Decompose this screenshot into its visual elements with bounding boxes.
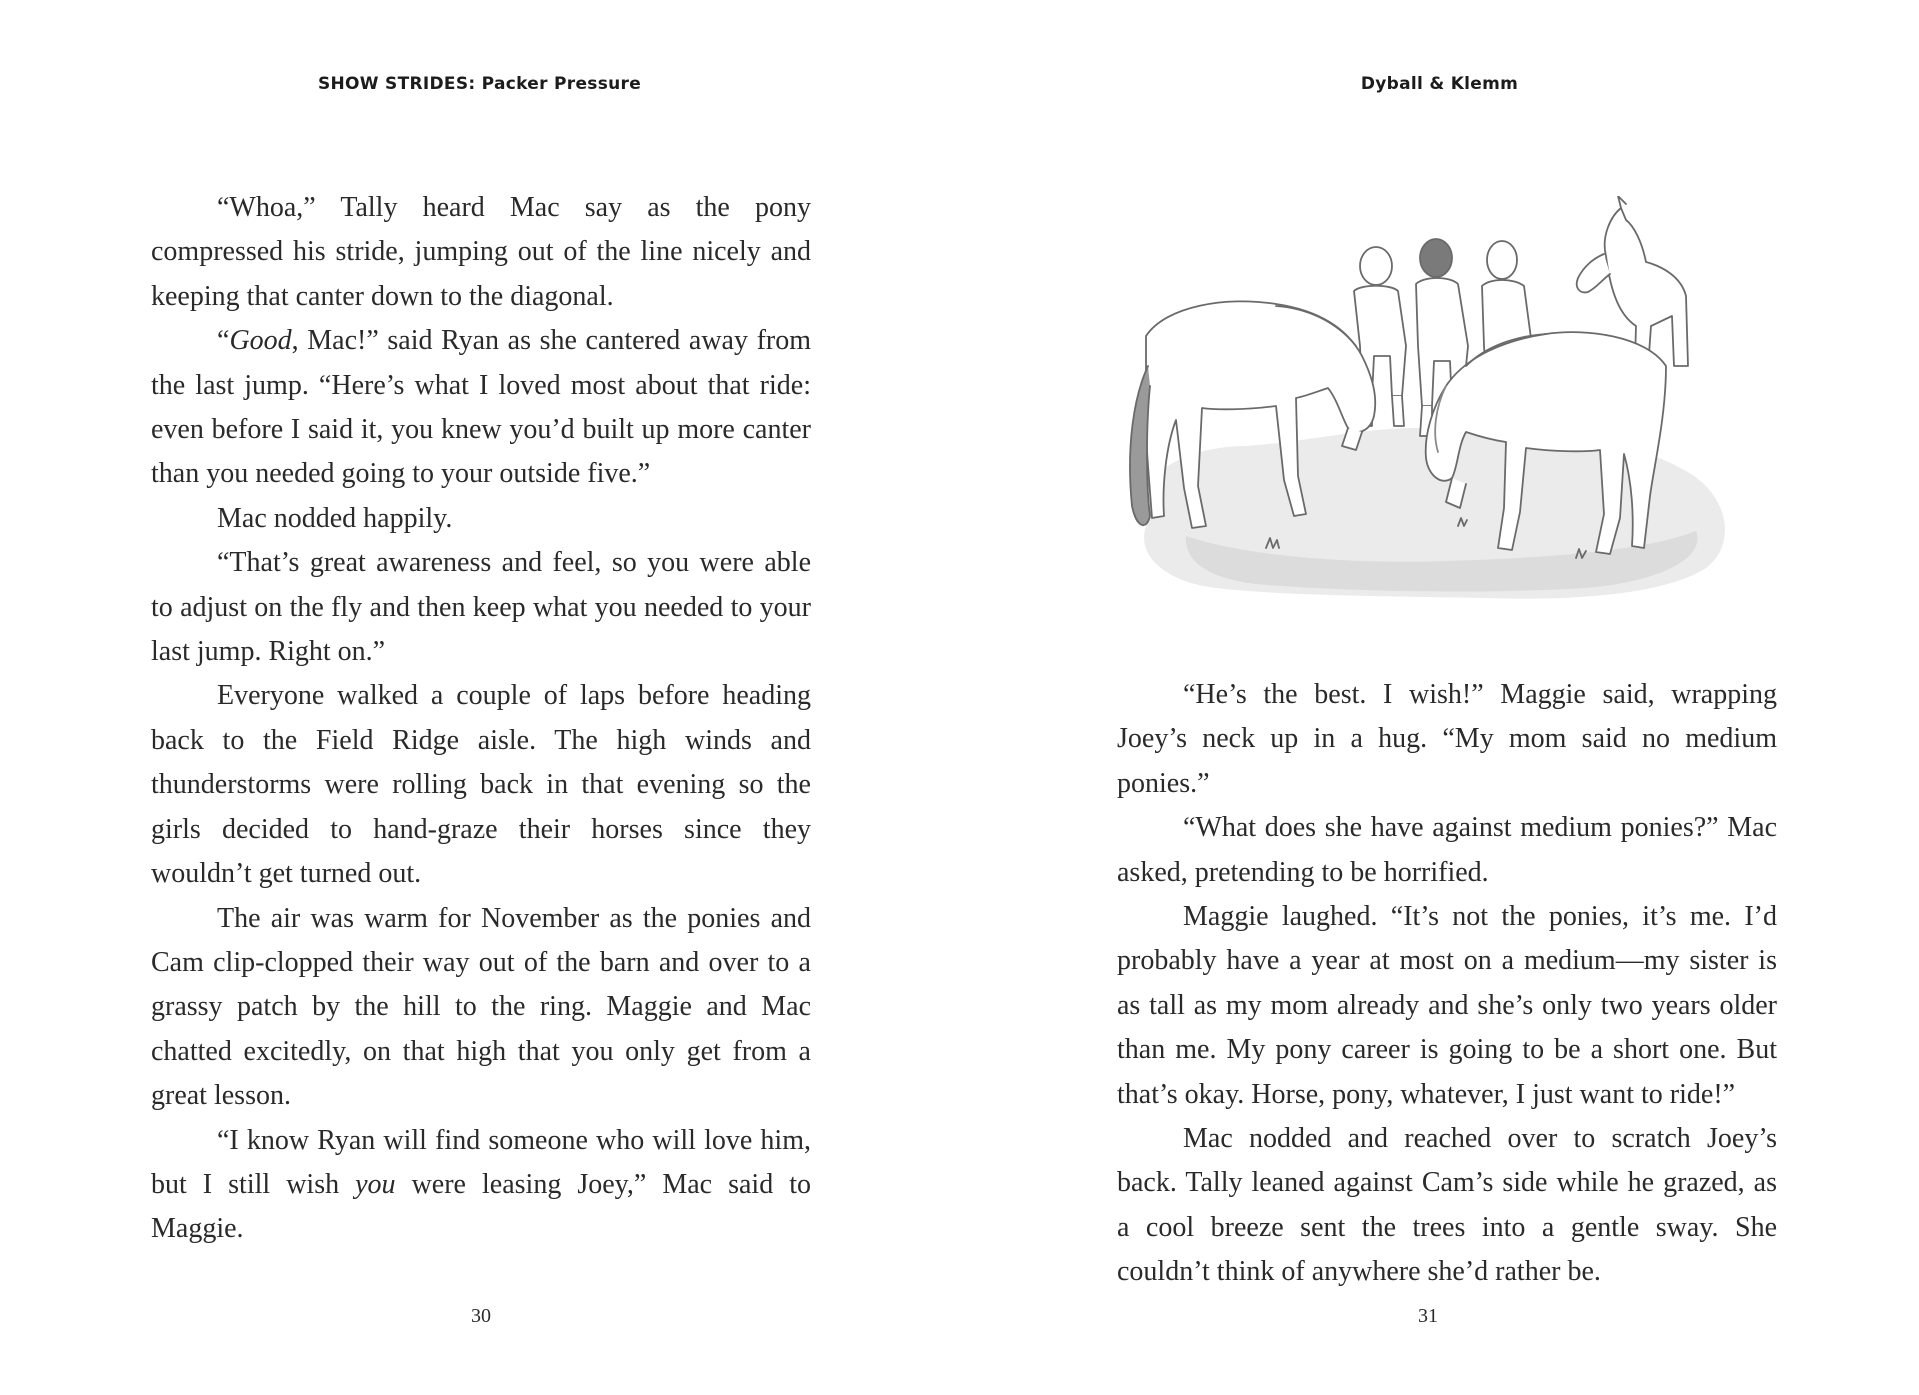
paragraph (151, 497, 811, 541)
left-page-text (151, 186, 811, 1252)
horses-illustration (1106, 196, 1746, 616)
paragraph (1117, 895, 1777, 1117)
paragraph-text: were leasing Joey,” Mac said to Maggie. (151, 1168, 812, 1245)
paragraph-text: “I know Ryan will find someone who will love him, but I still wish (151, 1124, 811, 1200)
emphasis-text: you (355, 1168, 396, 1200)
paragraph (151, 541, 811, 674)
paragraph-text: Maggie laughed. “It’s not the ponies, it’s me. I’d probably have a year at most on a medium—my sister is as tall as my mom already and she’s only two years older than me. My pony career is going to be a short one. But that’s okay. Horse, pony, whatever, I just want to ride!” (1117, 901, 1777, 1110)
book-title: SHOW STRIDES: Packer Pressure (317, 74, 642, 94)
paragraph-text: Mac nodded and reached over to scratch Joey’s back. Tally leaned against Cam’s side while he grazed, as a cool breeze sent the trees into a gentle sway. She couldn’t think of anywhere she’d rather be. (1117, 1123, 1777, 1288)
author-names: Dyball & Klemm (1360, 74, 1519, 94)
paragraph (1117, 673, 1777, 806)
paragraph (151, 319, 811, 497)
paragraph (151, 1119, 811, 1252)
paragraph (151, 897, 811, 1119)
paragraph-text: Mac nodded happily. (217, 502, 453, 534)
paragraph-text: The air was warm for November as the ponies and Cam clip-clopped their way out of the barn and over to a grassy patch by the hill to the ring. Maggie and Mac chatted excitedly, on that high that you only get from a great lesson. (151, 902, 811, 1112)
paragraph (1117, 806, 1777, 895)
paragraph-text: Everyone walked a couple of laps before heading back to the Field Ridge aisle. The high winds and thunderstorms were rolling back in that evening so the girls decided to hand-graze their horses since they wouldn’t get turned out. (151, 680, 811, 890)
running-head-authors (960, 74, 1919, 94)
paragraph-text: “He’s the best. I wish!” Maggie said, wrapping Joey’s neck up in a hug. “My mom said no medium ponies.” (1117, 679, 1777, 799)
paragraph-text: “Whoa,” Tally heard Mac say as the pony compressed his stride, jumping out of the line nicely and keeping that canter down to the diagonal. (151, 192, 811, 312)
running-head-title (0, 74, 959, 94)
page-number: 31 (1418, 1305, 1438, 1327)
paragraph-text: , Mac!” said Ryan as she cantered away from the last jump. “Here’s what I loved most about that ride: even before I said it, you knew you’d built up more canter than you needed going to your outside five.” (151, 325, 811, 490)
left-page (0, 0, 959, 1395)
right-page-text (1117, 673, 1777, 1295)
paragraph (1117, 1117, 1777, 1295)
paragraph (151, 674, 811, 896)
paragraph (151, 186, 811, 319)
emphasis-text: Good (229, 325, 292, 357)
paragraph-text: “What does she have against medium ponies?” Mac asked, pretending to be horrified. (1117, 812, 1777, 888)
paragraph-text: “That’s great awareness and feel, so you were able to adjust on the fly and then keep what you needed to your last jump. Right on.” (151, 547, 811, 668)
right-page (960, 0, 1919, 1395)
page-number: 30 (471, 1305, 491, 1327)
paragraph-text: “ (217, 325, 230, 357)
